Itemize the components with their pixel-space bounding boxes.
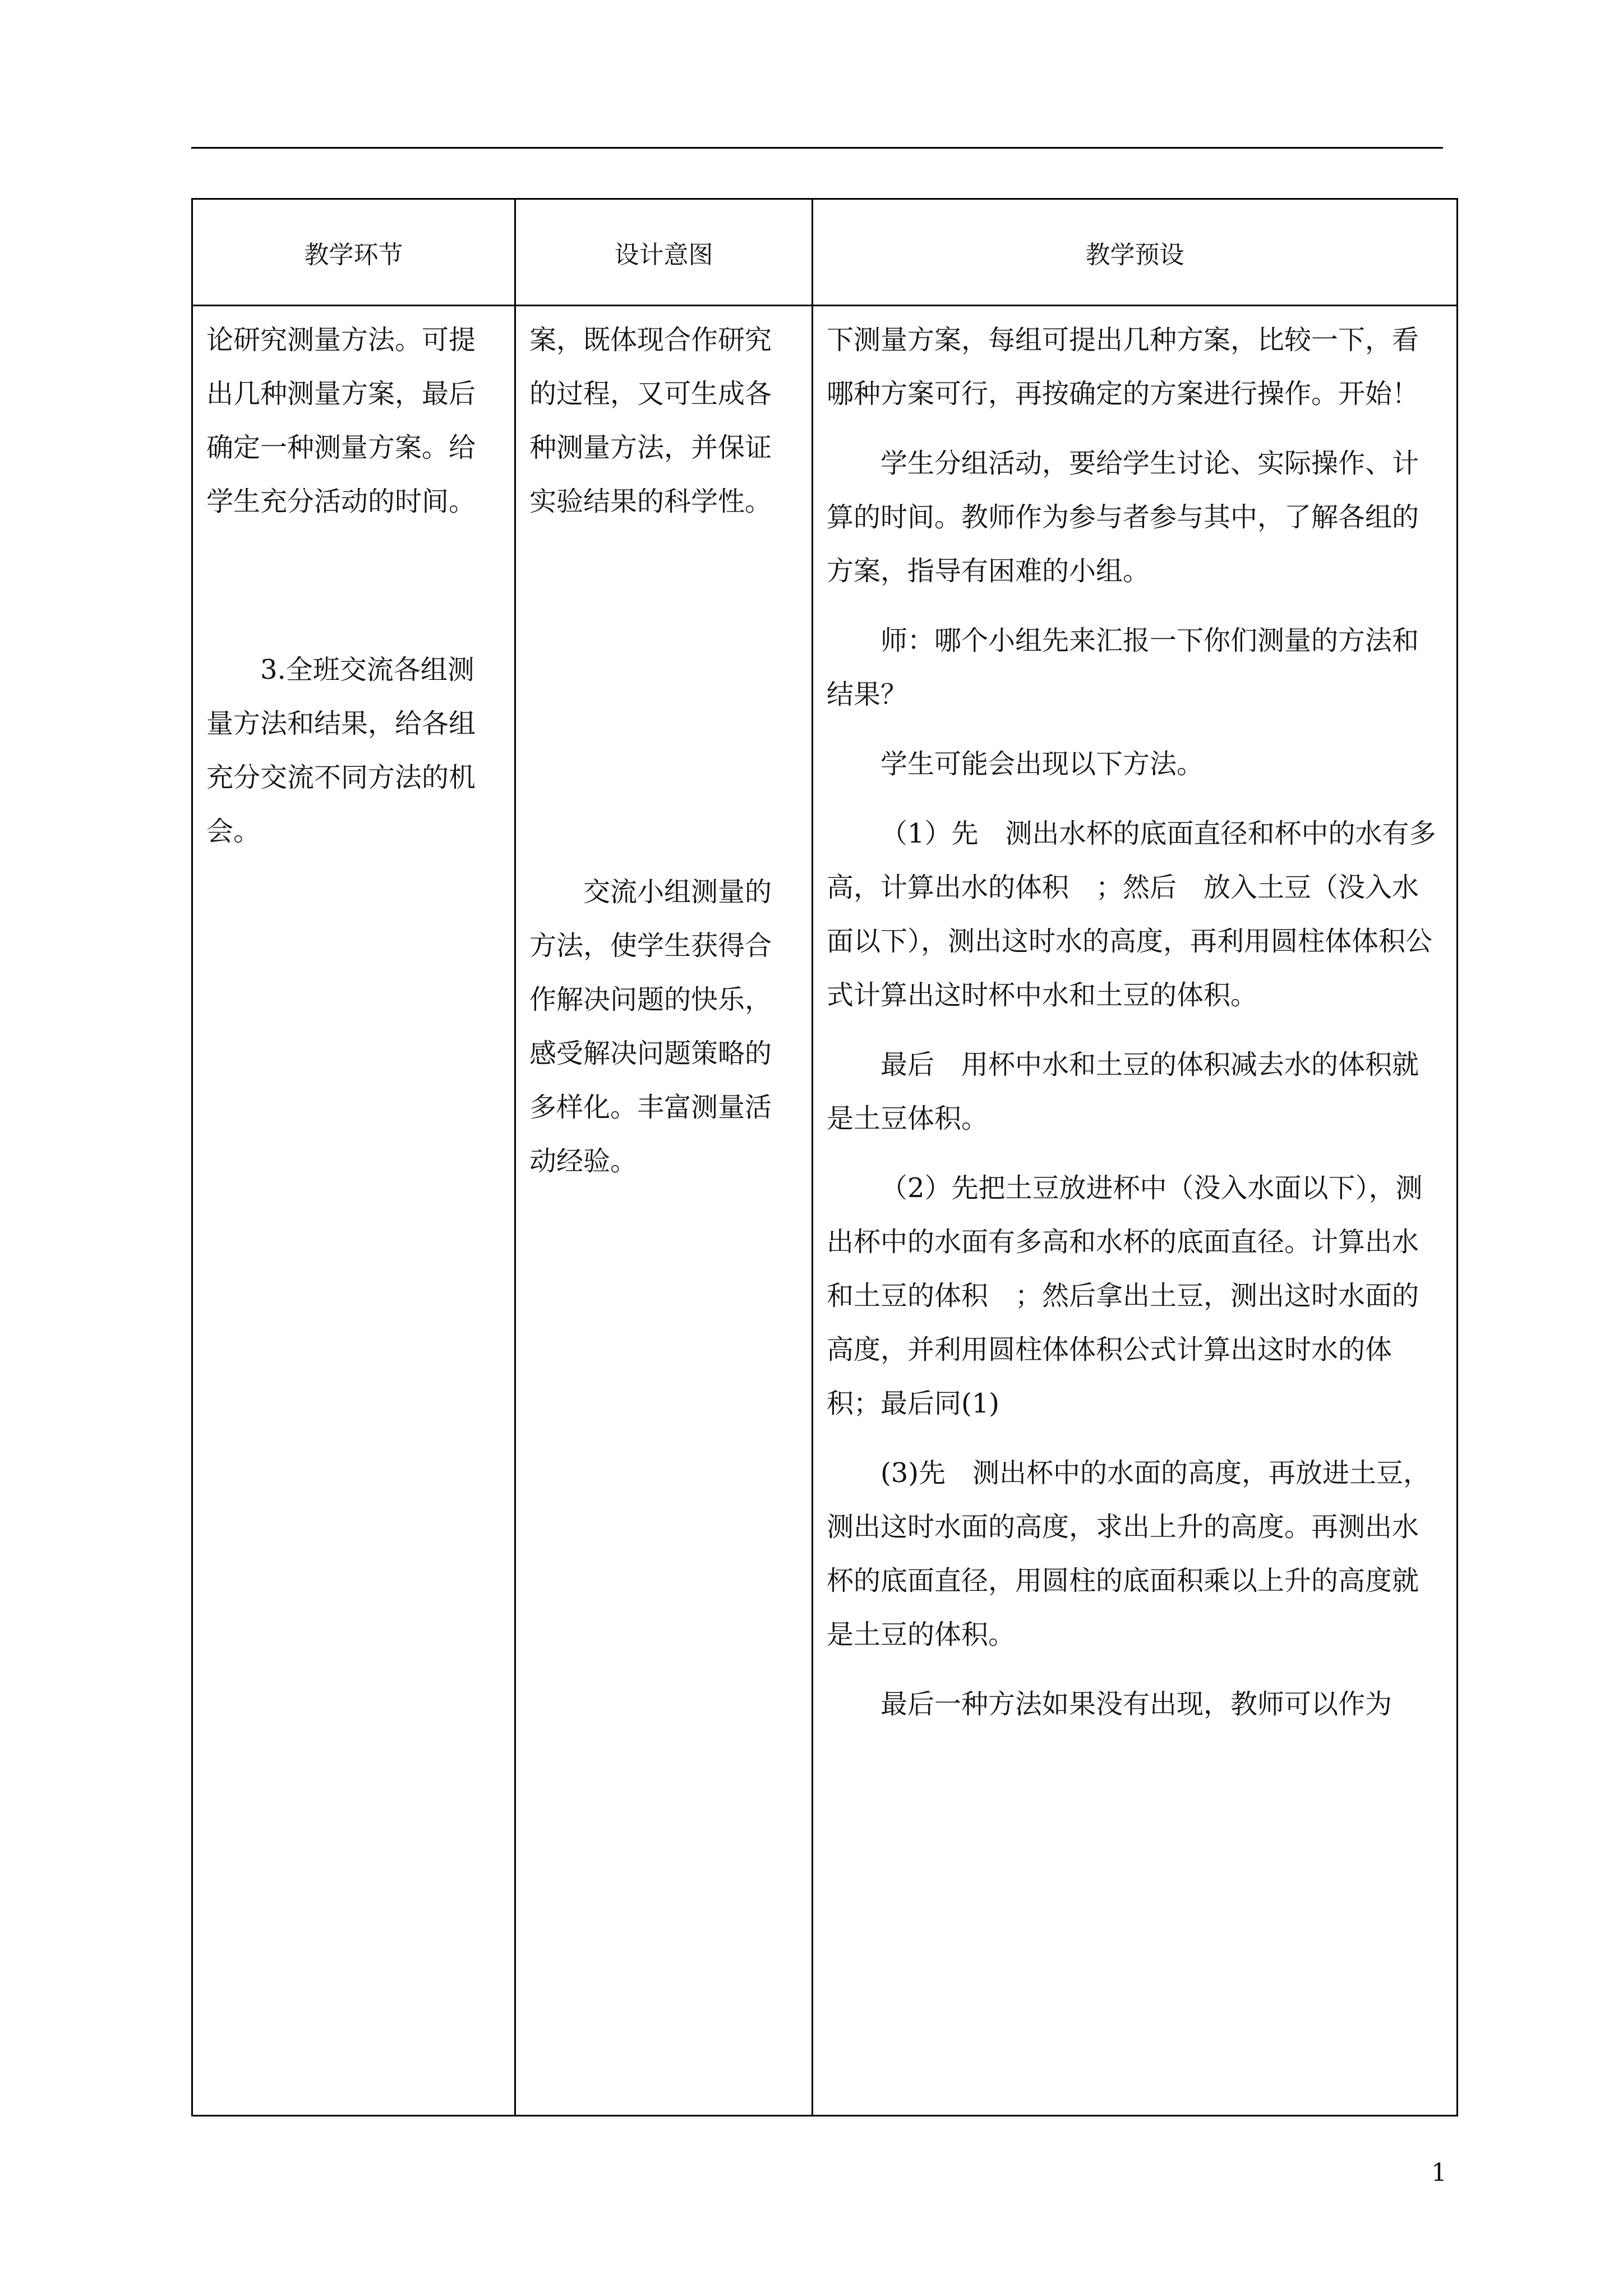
stage-paragraph: 3.全班交流各组测量方法和结果，给各组充分交流不同方法的机会。 (206, 654, 476, 847)
plan-paragraph: 最后 用杯中水和土豆的体积减去水的体积就是土豆体积。 (827, 1049, 1419, 1134)
plan-paragraph: （1）先 测出水杯的底面直径和杯中的水有多高，计算出水的体积 ；然后 放入土豆（没入水面以下），测出这时水的高度，再利用圆柱体体积公式计算出这时杯中水和土豆的体积。 (827, 818, 1436, 1011)
intent-paragraph: 交流小组测量的方法，使学生获得合作解决问题的快乐，感受解决问题策略的多样化。丰富测量活动经验。 (529, 876, 772, 1177)
plan-paragraph: 师：哪个小组先来汇报一下你们测量的方法和结果？ (827, 625, 1419, 710)
stage-paragraph: 论研究测量方法。可提出几种测量方案，最后确定一种测量方案。给学生充分活动的时间。 (206, 324, 476, 517)
teaching-plan-cell (813, 306, 1458, 2116)
design-intent-cell (515, 306, 813, 2116)
header-design-intent: 设计意图 (515, 199, 813, 306)
plan-paragraph: 下测量方案，每组可提出几种方案，比较一下，看哪种方案可行，再按确定的方案进行操作。开始！ (827, 324, 1419, 409)
plan-paragraph: (3)先 测出杯中的水面的高度，再放进土豆，测出这时水面的高度，求出上升的高度。再测出水杯的底面直径，用圆柱的底面积乘以上升的高度就是土豆的体积。 (827, 1457, 1430, 1650)
lesson-plan-table (191, 198, 1458, 2116)
table-body-row (192, 306, 1458, 2116)
page-number: 1 (1431, 2159, 1447, 2187)
plan-paragraph: 学生可能会出现以下方法。 (880, 748, 1204, 780)
teaching-stage-cell (192, 306, 515, 2116)
plan-paragraph: 学生分组活动，要给学生讨论、实际操作、计算的时间。教师作为参与者参与其中，了解各组的方案，指导有困难的小组。 (827, 448, 1419, 587)
plan-paragraph: 最后一种方法如果没有出现，教师可以作为 (880, 1688, 1393, 1720)
header-teaching-stage: 教学环节 (192, 199, 515, 306)
plan-paragraph: （2）先把土豆放进杯中（没入水面以下），测出杯中的水面有多高和水杯的底面直径。计算出水和土豆的体积 ；然后拿出土豆，测出这时水面的高度，并利用圆柱体体积公式计算出这时水的体积；最后同(1) (827, 1172, 1423, 1419)
header-rule (191, 147, 1443, 149)
intent-paragraph: 案，既体现合作研究的过程，又可生成各种测量方法，并保证实验结果的科学性。 (529, 324, 772, 517)
header-teaching-plan: 教学预设 (813, 199, 1458, 306)
table-header-row (192, 199, 1458, 306)
